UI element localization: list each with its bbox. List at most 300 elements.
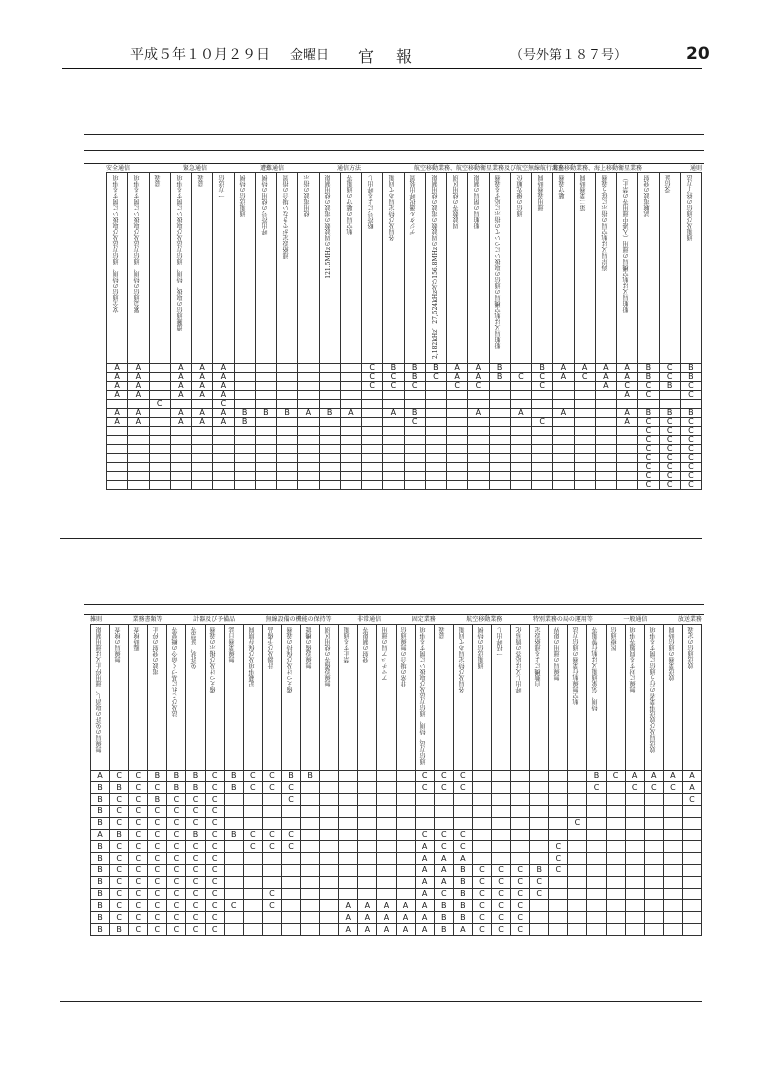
table-cell: C xyxy=(167,888,186,900)
table-cell: B xyxy=(91,865,110,877)
table-cell xyxy=(234,373,255,382)
table-cell xyxy=(107,463,128,472)
table-cell: A xyxy=(358,900,377,912)
table-cell xyxy=(606,912,625,924)
table-cell: C xyxy=(148,865,167,877)
table-cell xyxy=(530,770,549,782)
table-cell xyxy=(659,391,680,400)
table-cell xyxy=(358,794,377,806)
table-cell xyxy=(224,924,243,936)
table-cell xyxy=(595,454,616,463)
table-cell: B xyxy=(91,805,110,817)
table-cell xyxy=(149,445,170,454)
table-cell: A xyxy=(415,900,434,912)
table-cell: C xyxy=(262,900,281,912)
table-cell: C xyxy=(262,770,281,782)
column-header-label: 記載事項及び保存期間 xyxy=(248,627,256,687)
table-cell: C xyxy=(680,382,701,391)
table-cell: B xyxy=(659,382,680,391)
table-cell: A xyxy=(170,409,191,418)
group-label: 海上移動業務、海上移動衛星業務 xyxy=(551,165,642,172)
table-cell xyxy=(415,805,434,817)
table-cell xyxy=(663,865,682,877)
column-header xyxy=(192,173,213,364)
table-row xyxy=(91,876,702,888)
table-cell xyxy=(510,391,531,400)
table-cell xyxy=(644,805,663,817)
table-cell xyxy=(255,481,276,490)
column-header xyxy=(447,173,468,364)
table-cell xyxy=(532,472,553,481)
table-cell xyxy=(170,436,191,445)
group-label: 非常通信 xyxy=(357,616,382,623)
table-cell xyxy=(281,924,300,936)
table-cell xyxy=(377,770,396,782)
table-cell xyxy=(383,472,404,481)
table-cell xyxy=(213,427,234,436)
table-cell xyxy=(574,427,595,436)
issue-weekday: 金曜日 xyxy=(290,48,330,63)
table-cell: A xyxy=(339,900,358,912)
table-cell: C xyxy=(549,841,568,853)
column-header-label: 各局及び特定局あて同報 xyxy=(389,175,397,241)
table-cell: A xyxy=(434,876,453,888)
table-row xyxy=(91,888,702,900)
table-cell: C xyxy=(281,829,300,841)
table-cell xyxy=(262,876,281,888)
table-cell xyxy=(170,463,191,472)
table-cell xyxy=(320,876,339,888)
column-header-label: 無線に対する問題等事項 xyxy=(630,627,638,693)
table-cell xyxy=(298,418,319,427)
table-cell xyxy=(339,794,358,806)
table-cell xyxy=(224,805,243,817)
table-cell xyxy=(595,436,616,445)
table-cell: C xyxy=(491,900,510,912)
column-header xyxy=(170,173,191,364)
table-cell xyxy=(447,391,468,400)
table-cell xyxy=(362,463,383,472)
table-row xyxy=(107,454,702,463)
table-cell xyxy=(682,829,701,841)
table-cell xyxy=(453,805,472,817)
table-cell xyxy=(682,912,701,924)
table-cell: C xyxy=(415,782,434,794)
table-cell: C xyxy=(434,782,453,794)
table-cell: C xyxy=(186,912,205,924)
table-cell xyxy=(595,391,616,400)
table-cell: A xyxy=(617,418,638,427)
column-header xyxy=(91,625,110,771)
table-cell xyxy=(574,445,595,454)
table-cell: C xyxy=(148,900,167,912)
table-cell xyxy=(319,427,340,436)
table-cell: B xyxy=(277,409,298,418)
table-cell xyxy=(383,436,404,445)
table-cell xyxy=(568,912,587,924)
table-cell: A xyxy=(447,373,468,382)
table-cell: C xyxy=(110,888,129,900)
table-cell: A xyxy=(192,409,213,418)
table-cell: A xyxy=(128,373,149,382)
table-cell xyxy=(425,391,446,400)
column-header-label: 自動機による連絡設定 xyxy=(534,627,542,687)
table-cell: A xyxy=(339,924,358,936)
table-cell xyxy=(549,817,568,829)
table-cell: A xyxy=(415,865,434,877)
table-cell xyxy=(301,924,320,936)
table-cell xyxy=(340,454,361,463)
table-row xyxy=(107,472,702,481)
table-cell: B xyxy=(434,924,453,936)
table-cell xyxy=(532,454,553,463)
table-cell: C xyxy=(638,391,659,400)
table-cell xyxy=(301,817,320,829)
column-header xyxy=(644,625,663,771)
table-cell xyxy=(377,876,396,888)
table-cell xyxy=(396,876,415,888)
column-header xyxy=(489,173,510,364)
table-cell xyxy=(491,817,510,829)
table-cell xyxy=(107,472,128,481)
table-cell: C xyxy=(434,841,453,853)
table-cell: A xyxy=(170,418,191,427)
column-header-label: 電波の発射の停止 xyxy=(153,627,161,675)
table-cell: B xyxy=(224,770,243,782)
table-cell xyxy=(362,436,383,445)
table-cell xyxy=(281,900,300,912)
table-cell xyxy=(595,400,616,409)
table-cell: B xyxy=(638,364,659,373)
table-cell xyxy=(339,829,358,841)
column-header-label: 周波数等の使用区別 xyxy=(452,175,460,229)
table-cell xyxy=(511,770,530,782)
table-cell xyxy=(510,436,531,445)
table-cell xyxy=(682,900,701,912)
table-cell: C xyxy=(205,912,224,924)
table-cell xyxy=(319,373,340,382)
table-cell xyxy=(319,436,340,445)
table-cell xyxy=(595,481,616,490)
table-cell: C xyxy=(644,782,663,794)
table-cell xyxy=(511,829,530,841)
table-cell xyxy=(606,794,625,806)
table-cell xyxy=(574,418,595,427)
rule-footer xyxy=(60,1001,702,1002)
column-header-label: 121.5MHzの周波数の電波の使用制限 xyxy=(325,175,333,279)
table-cell xyxy=(213,445,234,454)
table-cell xyxy=(320,794,339,806)
column-header-label: 一括呼出し xyxy=(496,627,504,657)
table-cell: A xyxy=(192,418,213,427)
table-cell: C xyxy=(129,888,148,900)
table-row xyxy=(107,436,702,445)
table-cell xyxy=(301,805,320,817)
table-cell xyxy=(362,445,383,454)
table-cell xyxy=(224,817,243,829)
table-cell xyxy=(277,391,298,400)
table-cell xyxy=(574,382,595,391)
table-cell: C xyxy=(167,876,186,888)
table-cell xyxy=(298,436,319,445)
table-cell: B xyxy=(91,794,110,806)
column-header xyxy=(224,625,243,771)
table-cell: C xyxy=(362,382,383,391)
column-header xyxy=(205,625,224,771)
table-cell xyxy=(255,445,276,454)
column-header-label: 通報及び通信の終了方法 xyxy=(686,175,694,241)
table-cell: A xyxy=(377,900,396,912)
table-cell xyxy=(320,900,339,912)
table-cell xyxy=(549,770,568,782)
table-cell xyxy=(625,817,644,829)
table-cell xyxy=(340,481,361,490)
table-cell: A xyxy=(91,829,110,841)
table-cell xyxy=(549,794,568,806)
column-header-label: 法及びこれに基づく命令の概要等 xyxy=(172,627,180,717)
table-cell xyxy=(549,876,568,888)
column-header-label: 受信証 xyxy=(665,175,673,193)
table-cell: C xyxy=(167,865,186,877)
table-cell: C xyxy=(453,770,472,782)
table-cell: C xyxy=(110,853,129,865)
column-header-label: 意義 xyxy=(155,175,163,187)
column-header xyxy=(606,625,625,771)
table-cell xyxy=(595,463,616,472)
table-cell xyxy=(192,472,213,481)
table-cell xyxy=(574,436,595,445)
table-cell xyxy=(530,782,549,794)
table-cell xyxy=(644,829,663,841)
table-cell: A xyxy=(453,853,472,865)
column-header-label: 無線局の検査 xyxy=(114,627,122,663)
column-header-label: 航空無線航行業務の通信方法 xyxy=(573,627,581,705)
table-cell: A xyxy=(128,382,149,391)
table-row xyxy=(91,829,702,841)
column-header-label: 海岸局又は航空局の指示に従う義務 xyxy=(601,175,609,271)
table-cell xyxy=(262,794,281,806)
table-cell xyxy=(319,445,340,454)
table-cell: A xyxy=(107,382,128,391)
table-cell: B xyxy=(489,364,510,373)
table-cell: C xyxy=(568,817,587,829)
column-header xyxy=(472,625,491,771)
table-cell xyxy=(447,445,468,454)
table-cell xyxy=(663,829,682,841)
table-cell xyxy=(489,400,510,409)
table-cell xyxy=(149,418,170,427)
table-cell xyxy=(234,445,255,454)
table-cell: C xyxy=(511,888,530,900)
table-cell xyxy=(320,817,339,829)
table-cell xyxy=(425,472,446,481)
header-row xyxy=(107,173,702,364)
table-cell xyxy=(568,841,587,853)
table-cell xyxy=(530,841,549,853)
table-cell xyxy=(234,436,255,445)
column-header xyxy=(149,173,170,364)
table-cell xyxy=(149,463,170,472)
table-cell xyxy=(489,391,510,400)
table-cell: C xyxy=(362,373,383,382)
table-cell xyxy=(320,924,339,936)
table-cell xyxy=(262,865,281,877)
table-cell: C xyxy=(511,900,530,912)
table-cell: C xyxy=(167,829,186,841)
column-header xyxy=(625,625,644,771)
table-cell: A xyxy=(107,364,128,373)
table-cell xyxy=(663,912,682,924)
table-cell xyxy=(606,876,625,888)
table-cell: C xyxy=(638,472,659,481)
table-cell xyxy=(568,888,587,900)
group-label: 遭難通信 xyxy=(260,165,285,172)
table-cell: C xyxy=(659,481,680,490)
table-cell: B xyxy=(404,364,425,373)
table-cell: A xyxy=(617,409,638,418)
table-cell xyxy=(396,794,415,806)
table-cell xyxy=(243,794,262,806)
table-cell: C xyxy=(129,770,148,782)
table-cell: C xyxy=(511,924,530,936)
table-cell xyxy=(468,472,489,481)
table-cell xyxy=(358,829,377,841)
table-cell: C xyxy=(468,382,489,391)
table-cell: C xyxy=(625,782,644,794)
table-cell xyxy=(224,888,243,900)
table-cell xyxy=(568,770,587,782)
column-header xyxy=(110,625,129,771)
table-cell xyxy=(617,463,638,472)
table-cell xyxy=(396,770,415,782)
table-cell xyxy=(663,805,682,817)
table-cell xyxy=(319,418,340,427)
table-cell xyxy=(489,472,510,481)
table-cell xyxy=(319,463,340,472)
table-cell: B xyxy=(255,409,276,418)
table-cell xyxy=(510,427,531,436)
table-cell xyxy=(301,912,320,924)
table-cell xyxy=(319,481,340,490)
column-header-label: 一方送信 xyxy=(219,175,227,199)
table-cell: C xyxy=(362,364,383,373)
table-cell xyxy=(491,770,510,782)
table-cell xyxy=(425,418,446,427)
table-row xyxy=(107,463,702,472)
table-cell: A xyxy=(213,418,234,427)
table-cell xyxy=(568,924,587,936)
table-cell: A xyxy=(128,418,149,427)
table-cell: C xyxy=(129,924,148,936)
table-cell xyxy=(224,912,243,924)
table-cell: B xyxy=(680,364,701,373)
group-label: 緊急通信 xyxy=(183,165,208,172)
group-label: 特別業務の局の運用等 xyxy=(532,616,593,623)
table-cell: A xyxy=(595,364,616,373)
table-cell xyxy=(553,445,574,454)
table-cell: C xyxy=(638,382,659,391)
table-cell xyxy=(319,391,340,400)
table-cell xyxy=(491,829,510,841)
group-labels xyxy=(106,164,702,173)
table-cell xyxy=(468,436,489,445)
table-cell: B xyxy=(234,418,255,427)
table-cell: B xyxy=(167,770,186,782)
table-cell xyxy=(298,364,319,373)
column-header xyxy=(107,173,128,364)
table-cell xyxy=(472,770,491,782)
table-cell xyxy=(568,865,587,877)
table-cell xyxy=(149,436,170,445)
table-cell: C xyxy=(205,782,224,794)
table-cell: C xyxy=(129,805,148,817)
table-cell: C xyxy=(110,900,129,912)
table-cell: B xyxy=(532,364,553,373)
table-cell xyxy=(377,782,396,794)
table-cell: C xyxy=(167,912,186,924)
table-cell: A xyxy=(298,409,319,418)
group-label: 安全通信 xyxy=(106,165,131,172)
table-cell xyxy=(447,481,468,490)
table-cell xyxy=(606,817,625,829)
table-cell xyxy=(301,865,320,877)
table-cell xyxy=(625,900,644,912)
table-cell: C xyxy=(262,782,281,794)
column-header xyxy=(511,625,530,771)
table-cell: A xyxy=(396,924,415,936)
table-cell xyxy=(625,853,644,865)
table-cell xyxy=(298,445,319,454)
table-cell xyxy=(553,382,574,391)
table-cell: A xyxy=(170,364,191,373)
table-cell xyxy=(434,805,453,817)
table-cell xyxy=(340,373,361,382)
column-header xyxy=(320,625,339,771)
table-cell: A xyxy=(617,373,638,382)
table-cell: C xyxy=(383,373,404,382)
table-cell: C xyxy=(110,794,129,806)
table-cell xyxy=(277,472,298,481)
table-cell: C xyxy=(659,418,680,427)
table-row xyxy=(91,805,702,817)
table-cell: C xyxy=(129,782,148,794)
table-cell xyxy=(192,445,213,454)
table-cell xyxy=(298,463,319,472)
table-cell xyxy=(149,382,170,391)
table-cell: A xyxy=(574,364,595,373)
column-header-label: 船舶局又は航空機局の運用（入港中運用等の禁止） xyxy=(622,175,630,313)
table-cell xyxy=(682,865,701,877)
table-cell xyxy=(574,463,595,472)
table-cell: C xyxy=(659,454,680,463)
table-cell: C xyxy=(659,436,680,445)
table-cell: B xyxy=(224,829,243,841)
table-cell xyxy=(553,418,574,427)
table-cell xyxy=(617,445,638,454)
table-cell: B xyxy=(110,924,129,936)
column-header-label: 計器及び予備品 xyxy=(267,627,275,669)
column-header-label: 発射の制限等 xyxy=(363,627,371,663)
table-cell: C xyxy=(148,924,167,936)
table-cell xyxy=(587,805,606,817)
table-cell xyxy=(491,805,510,817)
table-cell xyxy=(606,829,625,841)
regulations-table-lower xyxy=(90,624,702,936)
table-cell xyxy=(340,418,361,427)
table-cell xyxy=(377,853,396,865)
table-cell xyxy=(339,770,358,782)
table-cell: C xyxy=(262,888,281,900)
